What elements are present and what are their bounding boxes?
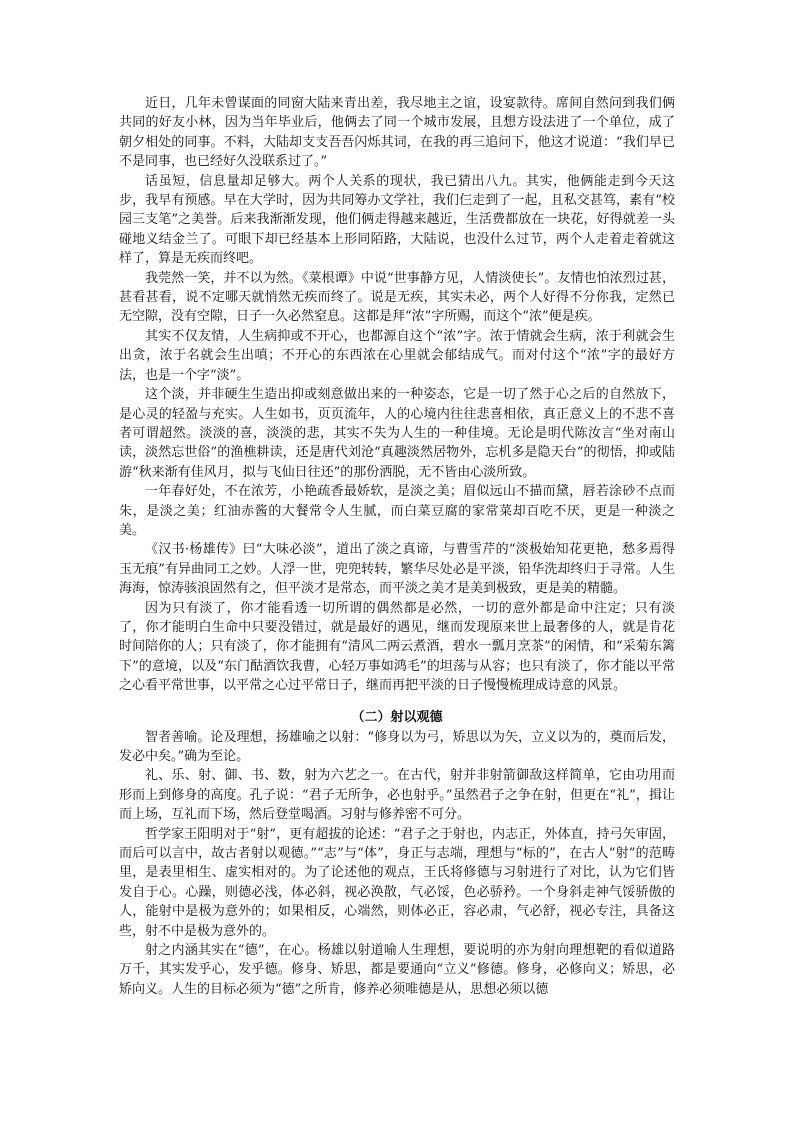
paragraph: 智者善喻。论及理想，扬雄喻之以射：“修身以为弓，矫思以为矢，立义以为的，奠而后发，发必中矣。”确为至论。 [119, 729, 675, 764]
paragraph: 话虽短，信息量却足够大。两个人关系的现状，我已猜出八九。其实，他俩能走到今天这步，我早有预感。早在大学时，因为共同筹办文学社，我们仨走到了一起，且私交甚笃，素有“校园三支笔”之美誉。后来我渐渐发现，他们俩走得越来越近，生活费都放在一块花，好得就差一头碰地义结金兰了。可眼下却已经基本上形同陌路，大陆说，也没什么过节，两个人走着走着就这样了，算是无疾而终吧。 [119, 173, 675, 267]
paragraph: 射之内涵其实在“德”，在心。杨雄以射道喻人生理想，要说明的亦为射向理想靶的看似道路万千，其实发乎心，发乎德。修身、矫思，都是要通向“立义”修德。修身，必修向义；矫思，必矫向义。人生的目标必须为“德”之所肯，修养必须唯德是从，思想必须以德 [119, 943, 675, 997]
paragraph: 近日，几年未曾谋面的同窗大陆来青出差，我尽地主之谊，设宴款待。席间自然问到我们俩共同的好友小林，因为当年毕业后，他俩去了同一个城市发展，且想方设法进了一个单位，成了朝夕相处的同事。不料，大陆却支支吾吾闪烁其词，在我的再三追问下，他这才说道：“我们早已不是同事，也已经好久没联系过了。” [119, 96, 675, 170]
paragraph: 哲学家王阳明对于“射”，更有超拔的论述：“君子之于射也，内志正，外体直，持弓矢审固，而后可以言中，故古者射以观德。”“志”与“体”，身正与志端，理想与“标的”，在古人“射”的范畴里，是表里相生、虚实相对的。为了论述他的观点，王氏将修德与习射进行了对比，认为它们皆发自于心。心躁，则德必浅，体必斜，视必涣散，气必馁，色必骄矜。一个身斜走神气馁骄傲的人，能射中是极为意外的；如果相反，心端然，则体必正，容必肃，气必舒，视必专注，具备这些，射不中是极为意外的。 [119, 826, 675, 939]
paragraph: 一年春好处，不在浓芳，小艳疏香最娇软，是淡之美；眉似远山不描而黛，唇若涂砂不点而朱，是淡之美；红油赤酱的大餐常令人生腻，而白菜豆腐的家常菜却百吃不厌，更是一种淡之美。 [119, 484, 675, 538]
paragraph: 因为只有淡了，你才能看透一切所谓的偶然都是必然，一切的意外都是命中注定；只有淡了，你才能明白生命中只要没错过，就是最好的遇见，继而发现原来世上最奢侈的人，就是肯花时间陪你的人；只有淡了，你才能拥有“清风二两云煮酒，碧水一瓢月烹茶”的闲情，和“采菊东篱下”的意境，以及“东门酤酒饮我曹，心轻万事如鸿毛”的坦荡与从容；也只有淡了，你才能以平常之心看平常世事，以平常之心过平常日子，继而再把平淡的日子慢慢梳理成诗意的风景。 [119, 600, 675, 694]
document-page [119, 94, 675, 999]
paragraph: 其实不仅友情，人生病抑或不开心，也都源自这个“浓”字。浓于情就会生病，浓于利就会生出贪，浓于名就会生出嗔；不开心的东西浓在心里就会郁结成气。而对付这个“浓”字的最好方法，也是一个字“淡”。 [119, 328, 675, 383]
paragraph: 《汉书·杨雄传》曰“大味必淡”，道出了淡之真谛，与曹雪芹的“淡极始知花更艳，愁多焉得玉无痕”有异曲同工之妙。人浮一世，兜兜转转，繁华尽处必是平淡，铅华洗却终归于寻常。人生海海，惊涛骇浪固然有之，但平淡才是常态，而平淡之美才是美到极致，更是美的精髓。 [119, 542, 675, 597]
paragraph: 我莞然一笑，并不以为然。《菜根谭》中说“世事静方见，人情淡使长”。友情也怕浓烈过甚，甚看甚看，说不定哪天就悄然无疾而终了。说是无疾，其实未必，两个人好得不分你我，定然已无空隙，没有空隙，日子一久必然窒息。这都是拜“浓”字所赐，而这个“浓”便是疾。 [119, 270, 675, 325]
paragraph: 礼、乐、射、御、书、数，射为六艺之一。在古代，射并非射箭御敌这样简单，它由功用而形而上到修身的高度。孔子说：“君子无所争，必也射乎。”虽然君子之争在射，但更在“礼”，揖让而上场，互礼而下场，然后登堂喝酒。习射与修养密不可分。 [119, 768, 675, 823]
section-heading: （二）射以观德 [351, 709, 443, 725]
paragraph: 这个淡，并非硬生生造出抑或刻意做出来的一种姿态，它是一切了然于心之后的自然放下，是心灵的轻盈与充实。人生如书，页页流年，人的心境内往往悲喜相依，真正意义上的不悲不喜者可谓超然。淡淡的喜，淡淡的悲，其实不失为人生的一种佳境。无论是明代陈汝言“坐对南山读，淡然忘世俗”的渔樵耕读，还是唐代刘沧“真趣淡然居物外，忘机多是隐天台”的彻悟，抑或陆游“秋来渐有佳风月，拟与飞仙日往还”的那份洒脱，无不皆由心淡所致。 [119, 387, 675, 480]
